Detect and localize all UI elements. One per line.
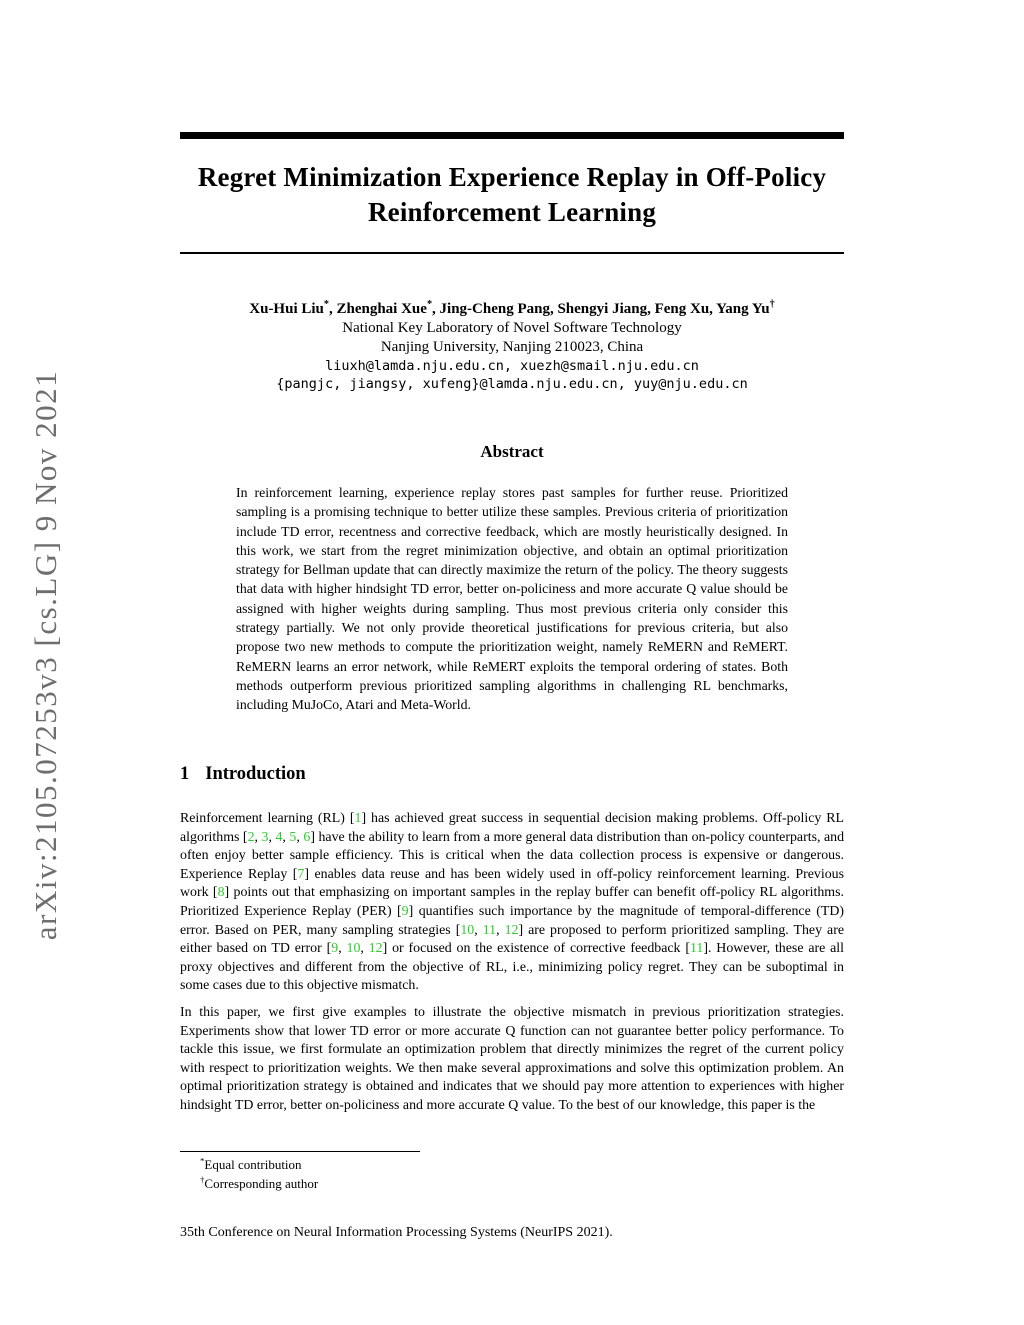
citation-link[interactable]: 11 xyxy=(482,922,497,938)
text-run: , xyxy=(282,829,290,845)
arxiv-watermark: arXiv:2105.07253v3 [cs.LG] 9 Nov 2021 xyxy=(28,369,63,941)
introduction-section xyxy=(180,762,844,1116)
footnotes-block xyxy=(180,1151,844,1193)
author-footnote-marker: * xyxy=(426,299,433,310)
content-column xyxy=(180,0,844,715)
footnote-rule xyxy=(180,1151,420,1152)
title-bottom-rule xyxy=(180,252,844,254)
abstract-text: In reinforcement learning, experience replay stores past samples for further reuse. Prioritized sampling is a promising technique to better utilize these samples. Previous criteria of prioritization include TD error, recentness and corrective feedback, which are mostly heuristically designed. In this work, we start from the regret minimization objective, and obtain an optimal prioritization strategy for Bellman update that can directly maximize the return of the policy. The theory suggests that data with higher hindsight TD error, better on-policiness and more accurate Q value should be assigned with higher weights during sampling. Thus most previous criteria only consider this strategy partially. We not only provide theoretical justifications for previous criteria, but also propose two new methods to compute the prioritization weight, namely ReMERN and ReMERT. ReMERN learns an error network, while ReMERT exploits the temporal ordering of states. Both methods outperform previous prioritized sampling algorithms in challenging RL benchmarks, including MuJoCo, Atari and Meta-World. xyxy=(236,485,788,713)
text-run: , xyxy=(296,829,304,845)
text-run: ] has achieved great success in sequential decision making problems. Off-policy RL algorithms [ xyxy=(180,811,844,845)
section-number: 1 xyxy=(180,764,190,784)
citation-link[interactable]: 1 xyxy=(354,811,362,826)
dagger-marker: † xyxy=(200,1174,205,1185)
citation-link[interactable]: 5 xyxy=(289,829,297,845)
text-run: , xyxy=(360,941,369,957)
text-run: ] are proposed to perform prioritized sampling. They are either based on TD error [ xyxy=(180,922,844,957)
text-run: Reinforcement learning (RL) [ xyxy=(180,811,355,826)
text-run: ] quantifies such importance by the magnitude of temporal-difference (TD) error. Based on PER, many sampling strategies [ xyxy=(180,903,844,938)
affiliation-university: Nanjing University, Nanjing 210023, China xyxy=(380,339,644,355)
text-run: ] or focused on the existence of corrective feedback [ xyxy=(382,941,690,957)
title-top-rule xyxy=(180,132,844,139)
footnote-equal-contribution xyxy=(180,1156,844,1175)
paper-title xyxy=(180,160,844,230)
citation-link[interactable]: 12 xyxy=(368,941,383,957)
text-run: , Zhenghai Xue xyxy=(328,301,427,317)
citation-link[interactable]: 3 xyxy=(261,829,269,845)
text-run: , xyxy=(268,829,276,845)
text-run: ] enables data reuse and has been widely used in off-policy reinforcement learning. Previous work [ xyxy=(180,866,844,901)
conference-footer: 35th Conference on Neural Information Processing Systems (NeurIPS 2021). xyxy=(180,1225,613,1240)
intro-paragraph-1 xyxy=(180,810,844,996)
citation-link[interactable]: 8 xyxy=(217,885,225,901)
paper-title-line-1: Regret Minimization Experience Replay in Off-Policy xyxy=(197,162,827,192)
asterisk-marker: * xyxy=(200,1155,205,1166)
footnote-corresponding-author xyxy=(180,1175,844,1194)
citation-link[interactable]: 7 xyxy=(297,866,305,882)
email-line-2: {pangjc, jiangsy, xufeng}@lamda.nju.edu.cn, yuy@nju.edu.cn xyxy=(276,376,748,392)
affiliation-laboratory: National Key Laboratory of Novel Software Technology xyxy=(342,320,682,336)
citation-link[interactable]: 4 xyxy=(275,829,283,845)
citation-link[interactable]: 6 xyxy=(303,829,311,845)
text-run: , xyxy=(254,829,262,845)
footnote-text: Corresponding author xyxy=(204,1175,319,1191)
text-run: ] have the ability to learn from a more general data distribution than on-policy counterparts, and often enjoy better sample efficiency. This is critical when the data collection process is expensive or dangerous. Experience Replay [ xyxy=(180,829,845,882)
text-run: , xyxy=(338,941,347,957)
email-line-1: liuxh@lamda.nju.edu.cn, xuezh@smail.nju.edu.cn xyxy=(325,358,699,374)
citation-link[interactable]: 11 xyxy=(689,941,704,957)
paper-title-line-2: Reinforcement Learning xyxy=(367,197,657,227)
citation-link[interactable]: 10 xyxy=(460,922,475,938)
text-run: ] points out that emphasizing on important samples in the replay buffer can benefit off-policy RL algorithms. Prioritized Experience Replay (PER) [ xyxy=(180,885,844,919)
text-run: Xu-Hui Liu xyxy=(249,301,324,317)
section-title: Introduction xyxy=(205,764,306,784)
citation-link[interactable]: 2 xyxy=(247,829,255,845)
author-footnote-marker: * xyxy=(323,299,329,310)
section-heading-introduction xyxy=(180,762,844,786)
citation-link[interactable]: 10 xyxy=(346,941,361,957)
abstract-heading: Abstract xyxy=(480,442,544,461)
text-run: ]. However, these are all proxy objectives and different from the objective of RL, i.e., minimizing policy regret. They can be suboptimal in some cases due to this objective mismatch. xyxy=(180,941,845,994)
intro-paragraph-2 xyxy=(180,1004,844,1116)
footnote-text: Equal contribution xyxy=(204,1157,302,1172)
text-run: , xyxy=(474,922,483,938)
authors-block xyxy=(180,299,844,393)
text-run: , Jing-Cheng Pang, Shengyi Jiang, Feng Xu, Yang Yu xyxy=(432,301,770,317)
text-run: In this paper, we first give examples to illustrate the objective mismatch in previous prioritization strategies. Experiments show that lower TD error or more accurate Q function can not guarantee better policy performance. To tackle this issue, we first formulate an optimization problem that directly minimizes the regret of the current policy with respect to prioritization weights. We then make several approximations and solve this optimization problem. An optimal prioritization strategy is obtained and indicates that we should pay more attention to experiences with higher hindsight TD error, better on-policiness and more accurate Q value. To the best of our knowledge, this paper is the xyxy=(180,1004,844,1113)
citation-link[interactable]: 9 xyxy=(401,903,409,919)
authors-line xyxy=(180,299,844,319)
text-run: , xyxy=(496,922,505,938)
author-footnote-marker: † xyxy=(769,299,775,310)
citation-link[interactable]: 12 xyxy=(504,922,519,938)
citation-link[interactable]: 9 xyxy=(331,941,339,957)
